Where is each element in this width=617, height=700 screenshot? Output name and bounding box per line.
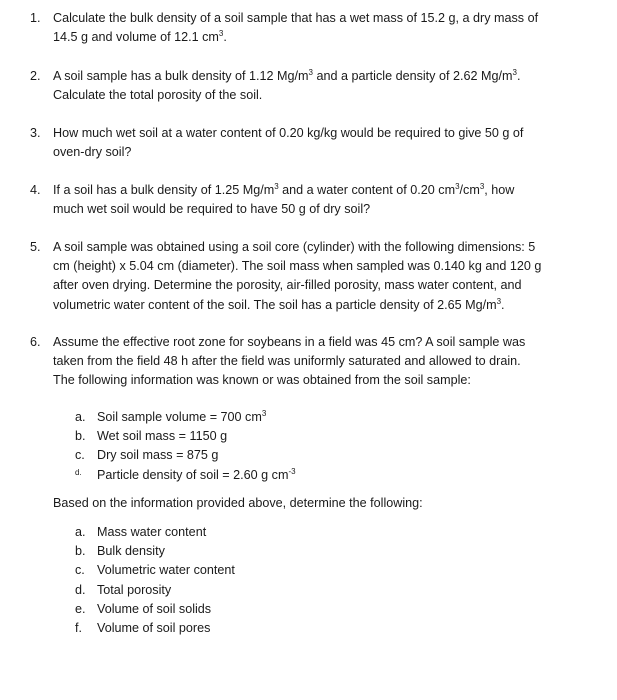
question-3: [30, 124, 590, 162]
text-line: after oven drying. Determine the porosity, air-filled porosity, mass water content, and: [53, 278, 522, 293]
determine-list: [75, 523, 575, 638]
list-item-text: Total porosity: [97, 582, 172, 597]
question-text: [53, 333, 590, 391]
list-item-text: Wet soil mass = 1150 g: [97, 429, 228, 444]
list-item: [75, 581, 575, 600]
question-text: [53, 67, 590, 105]
text-line: volumetric water content of the soil. The soil has a particle density of 2.65 $Mg/m^3$.: [53, 296, 505, 312]
superscript: 3: [455, 182, 460, 191]
superscript: 3: [261, 409, 267, 418]
list-item-letter: c.: [75, 563, 85, 578]
list-item: [75, 427, 575, 446]
list-item-text: Soil sample volume = 700 $cm^3$: [97, 409, 267, 424]
list-item: [75, 619, 575, 638]
text-line: oven-dry soil?: [53, 145, 132, 160]
text-line: A soil sample was obtained using a soil core (cylinder) with the following dimensions: 5: [53, 240, 536, 254]
list-item-text: Mass water content: [97, 525, 207, 539]
list-item-letter: b.: [75, 544, 86, 559]
list-item-letter: a.: [75, 525, 86, 539]
list-item-letter: c.: [75, 448, 85, 463]
text-line: A soil sample has a bulk density of 1.12 $Mg/m^3$ and a particle density of 2.62 $Mg/m^3$.: [53, 68, 521, 83]
text-line: cm (height) x 5.04 cm (diameter). The soil mass when sampled was 0.140 kg and 120 g: [53, 259, 542, 274]
question-number: 6.: [30, 335, 41, 349]
list-item-letter: d.: [75, 467, 82, 477]
list-item-letter: a.: [75, 410, 86, 424]
list-item-text: Volume of soil pores: [97, 620, 211, 635]
list-item: [75, 561, 575, 580]
question-number: 4.: [30, 183, 41, 197]
superscript: 3: [218, 29, 224, 39]
list-item-text: Volumetric water content: [97, 563, 235, 578]
list-item-letter: f.: [75, 620, 82, 635]
text-line: Calculate the bulk density of a soil sample that has a wet mass of 15.2 g, a dry mass of: [53, 11, 539, 25]
text-line: How much wet soil at a water content of 0.20 kg/kg would be required to give 50 g of: [53, 126, 524, 140]
known-info-list: [75, 408, 575, 485]
superscript: -3: [288, 466, 296, 476]
list-item-text: Particle density of soil = 2.60 g $cm^{-3}$: [97, 466, 296, 482]
list-item-letter: d.: [75, 582, 86, 597]
superscript: 3: [274, 182, 279, 191]
question-1: [30, 9, 590, 47]
question-number: 1.: [30, 11, 41, 25]
question-4: [30, 181, 590, 219]
list-item: [75, 600, 575, 619]
list-item: [75, 542, 575, 561]
list-item-text: Dry soil mass = 875 g: [97, 448, 219, 463]
question-number: 5.: [30, 240, 41, 254]
question-text: [53, 9, 590, 47]
superscript: 3: [479, 182, 485, 191]
question-text: [53, 124, 590, 162]
list-item-text: Bulk density: [97, 544, 165, 559]
list-item-letter: b.: [75, 429, 86, 444]
question-text: [53, 238, 590, 315]
text-line: Assume the effective root zone for soybeans in a field was 45 cm? A soil sample was: [53, 335, 526, 349]
text-line: Calculate the total porosity of the soil.: [53, 88, 263, 103]
superscript: 3: [496, 296, 502, 306]
question-6: [30, 333, 590, 391]
question-number: 3.: [30, 126, 41, 140]
text-line: taken from the field 48 h after the field was uniformly saturated and allowed to drain.: [53, 354, 521, 369]
list-item: [75, 408, 575, 427]
superscript: 3: [512, 68, 517, 77]
question-5: [30, 238, 590, 315]
superscript: 3: [308, 68, 313, 77]
list-item: [75, 523, 575, 542]
question-text: [53, 181, 590, 219]
text-line: 14.5 g and volume of 12.1 $cm^3$.: [53, 29, 227, 45]
question-2: [30, 67, 590, 105]
list-item-letter: e.: [75, 601, 86, 616]
list-item: [75, 466, 575, 485]
list-item: [75, 446, 575, 465]
list-item-text: Volume of soil solids: [97, 601, 212, 616]
question-number: 2.: [30, 69, 41, 83]
text-line: The following information was known or was obtained from the soil sample:: [53, 373, 471, 388]
text-line: much wet soil would be required to have 50 g of dry soil?: [53, 202, 371, 217]
text-line: If a soil has a bulk density of 1.25 $Mg/m^3$ and a water content of 0.20 $cm^3/cm^3$, how: [53, 182, 515, 197]
based-on-text: Based on the information provided above, determine the following:: [53, 496, 423, 510]
